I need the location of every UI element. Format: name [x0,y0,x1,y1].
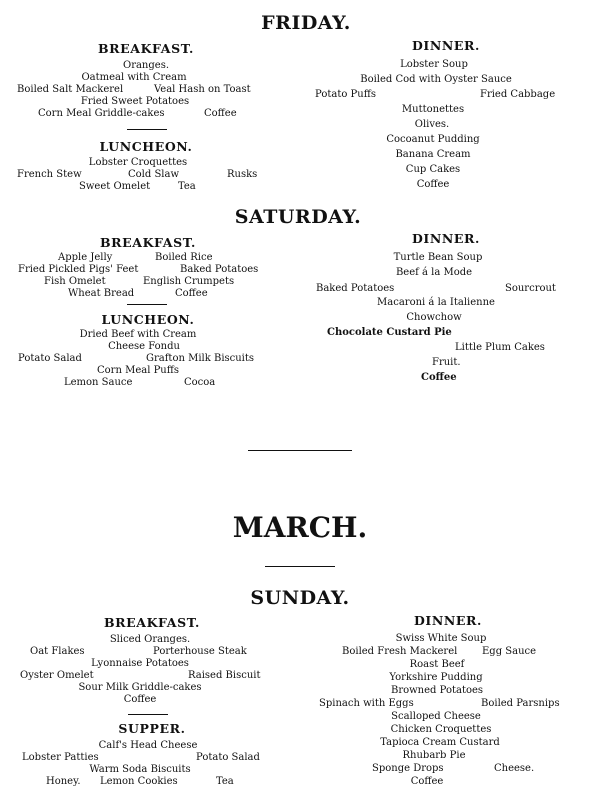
menu-item: Cup Cakes [405,164,461,175]
menu-item: Yorkshire Pudding [389,672,483,683]
friday-dinner-heading: DINNER. [411,38,481,53]
friday-title: FRIDAY. [261,12,351,34]
menu-item: Cheese. [494,763,535,774]
menu-item: Browned Potatoes [390,685,484,696]
menu-item: Lobster Croquettes [88,157,188,168]
section-divider [127,304,167,305]
sunday-dinner-heading: DINNER. [413,613,483,628]
menu-item: Porterhouse Steak [153,646,247,657]
menu-item: Egg Sauce [482,646,537,657]
menu-item: Chowchow [406,312,462,323]
menu-item: Grafton Milk Biscuits [146,353,255,364]
menu-item: Raised Biscuit [188,670,261,681]
menu-item: Coffee [175,288,208,299]
menu-item: Boiled Salt Mackerel [17,84,124,95]
menu-item: Beef á la Mode [395,267,473,278]
section-divider [128,714,168,715]
menu-item: Sourcrout [505,283,556,294]
menu-item: Rusks [227,169,258,180]
menu-item: Fried Cabbage [480,89,556,100]
menu-item: English Crumpets [143,276,235,287]
menu-item: French Stew [17,169,82,180]
saturday-breakfast-heading: BREAKFAST. [100,235,196,250]
menu-item: Boiled Parsnips [481,698,560,709]
menu-item: Fried Sweet Potatoes [80,96,190,107]
menu-item: Lemon Cookies [100,776,178,787]
menu-item: Little Plum Cakes [455,342,545,353]
month-underline [265,566,335,567]
menu-item: Coffee [410,776,444,787]
menu-item: Lemon Sauce [64,377,133,388]
menu-item: Cocoa [184,377,216,388]
menu-item: Potato Salad [18,353,82,364]
menu-item: Tea [178,181,196,192]
menu-item: Tea [216,776,234,787]
menu-item: Coffee [421,372,457,383]
menu-item: Lobster Soup [400,59,468,70]
menu-item: Chocolate Custard Pie [327,327,452,338]
sunday-breakfast-heading: BREAKFAST. [104,615,200,630]
menu-item: Fried Pickled Pigs' Feet [18,264,139,275]
menu-item: Banana Cream [395,149,471,160]
menu-item: Dried Beef with Cream [79,329,197,340]
sunday-supper-heading: SUPPER. [118,721,186,736]
menu-item: Potato Salad [196,752,260,763]
page-divider [248,450,352,451]
menu-item: Sweet Omelet [79,181,151,192]
menu-item: Olives. [414,119,450,130]
menu-item: Roast Beef [409,659,465,670]
menu-item: Coffee [416,179,450,190]
menu-item: Spinach with Eggs [319,698,414,709]
menu-item: Coffee [204,108,237,119]
month-title: MARCH. [232,511,368,544]
menu-item: Chicken Croquettes [390,724,492,735]
menu-item: Wheat Bread [68,288,135,299]
menu-item: Corn Meal Puffs [97,365,179,376]
menu-item: Sliced Oranges. [109,634,191,645]
menu-item: Macaroni á la Italienne [377,297,495,308]
menu-item: Lobster Patties [22,752,99,763]
menu-item: Oatmeal with Cream [81,72,187,83]
menu-item: Swiss White Soup [395,633,487,644]
menu-item: Rhubarb Pie [402,750,466,761]
menu-item: Oyster Omelet [20,670,94,681]
friday-luncheon-heading: LUNCHEON. [99,139,193,154]
menu-item: Fruit. [432,357,461,368]
menu-item: Boiled Cod with Oyster Sauce [360,74,512,85]
saturday-luncheon-heading: LUNCHEON. [101,312,195,327]
menu-item: Baked Potatoes [316,283,395,294]
menu-item: Lyonnaise Potatoes [91,658,189,669]
section-divider [127,129,167,130]
menu-item: Potato Puffs [315,89,376,100]
menu-item: Warm Soda Biscuits [89,764,191,775]
saturday-dinner-heading: DINNER. [411,231,481,246]
menu-item: Tapioca Cream Custard [380,737,500,748]
menu-item: Sour Milk Griddle-cakes [78,682,202,693]
menu-item: Cocoanut Pudding [386,134,480,145]
menu-item: Corn Meal Griddle-cakes [38,108,165,119]
menu-item: Sponge Drops [372,763,444,774]
menu-item: Apple Jelly [58,252,113,263]
menu-item: Honey. [46,776,81,787]
menu-item: Boiled Rice [155,252,213,263]
menu-item: Fish Omelet [44,276,106,287]
menu-item: Scalloped Cheese [391,711,481,722]
sunday-title: SUNDAY. [250,587,350,609]
menu-item: Cold Slaw [128,169,180,180]
menu-item: Turtle Bean Soup [393,252,483,263]
menu-item: Muttonettes [401,104,465,115]
menu-item: Coffee [123,694,157,705]
menu-item: Oranges. [122,60,170,71]
menu-item: Calf's Head Cheese [98,740,198,751]
menu-item: Veal Hash on Toast [154,84,251,95]
menu-item: Cheese Fondu [108,341,180,352]
menu-item: Boiled Fresh Mackerel [342,646,458,657]
menu-item: Oat Flakes [30,646,85,657]
friday-breakfast-heading: BREAKFAST. [98,41,194,56]
menu-item: Baked Potatoes [180,264,259,275]
saturday-title: SATURDAY. [234,206,362,228]
